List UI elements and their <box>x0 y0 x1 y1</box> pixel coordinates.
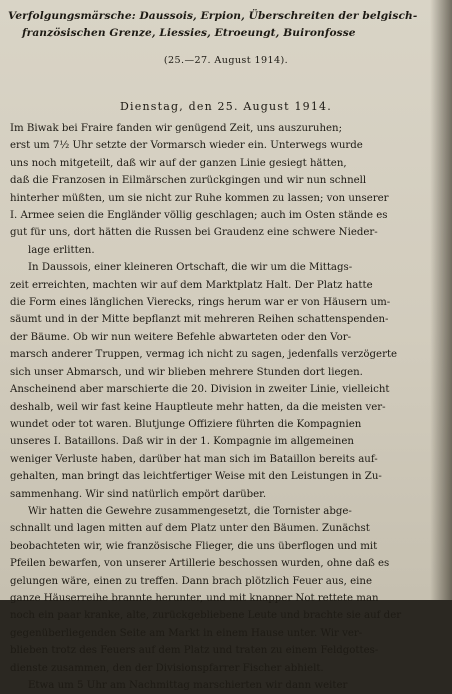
chapter-heading-line-2: französischen Grenze, Liessies, Etroeungt, Buironfosse <box>22 27 356 39</box>
chapter-heading-line-1: Verfolgungsmärsche: Daussois, Erpion, Überschreiten der belgisch- <box>8 10 418 22</box>
text-line: erst um 7½ Uhr setzte der Vormarsch wieder ein. Unterwegs wurde <box>10 140 363 152</box>
chapter-dates: (25.—27. August 1914). <box>163 55 289 66</box>
text-line: gegenüberliegenden Seite am Markt in einem Hause unter. Wir ver- <box>10 627 363 639</box>
text-line: zeit erreichten, machten wir auf dem Marktplatz Halt. Der Platz hatte <box>10 279 373 291</box>
text-line: Anscheinend aber marschierte die 20. Division in zweiter Linie, vielleicht <box>10 384 390 396</box>
text-line: säumt und in der Mitte bepflanzt mit mehreren Reihen schattenspenden- <box>10 314 389 326</box>
text-line: daß die Franzosen in Eilmärschen zurückgingen und wir nun schnell <box>10 175 367 187</box>
text-line: weniger Verluste haben, darüber hat man sich im Bataillon bereits auf- <box>10 453 378 465</box>
text-line: marsch anderer Truppen, vermag ich nicht zu sagen, jedenfalls verzögerte <box>10 349 398 361</box>
chapter-heading <box>8 8 438 42</box>
text-line: die Form eines länglichen Vierecks, rings herum war er von Häusern um- <box>10 297 391 309</box>
text-line: gehalten, man bringt das leichtfertiger Weise mit den Leistungen in Zu- <box>10 471 382 483</box>
text-line: gut für uns, dort hätten die Russen bei Graudenz eine schwere Nieder- <box>10 227 378 239</box>
paragraph <box>10 120 438 259</box>
paragraph <box>10 259 438 503</box>
text-line: der Bäume. Ob wir nun weitere Befehle abwarteten oder den Vor- <box>10 331 352 343</box>
text-line: gelungen wäre, einen zu treffen. Dann brach plötzlich Feuer aus, eine <box>10 575 373 587</box>
text-line: Wir hatten die Gewehre zusammengesetzt, die Tornister abge- <box>28 505 352 517</box>
text-line: deshalb, weil wir fast keine Hauptleute mehr hatten, da die meisten ver- <box>10 401 386 413</box>
text-line: dienste zusammen, den der Divisionspfarrer Fischer abhielt. <box>10 662 324 674</box>
text-line: schnallt und lagen mitten auf dem Platz unter den Bäumen. Zunächst <box>10 523 370 535</box>
text-line: beobachteten wir, wie französische Flieger, die uns überflogen und mit <box>10 540 378 552</box>
text-line: sammenhang. Wir sind natürlich empört darüber. <box>10 488 267 500</box>
paragraph <box>10 503 438 694</box>
text-line: uns noch mitgeteilt, daß wir auf der ganzen Linie gesiegt hätten, <box>10 157 347 169</box>
text-line: wundet oder tot waren. Blutjunge Offiziere führten die Kompagnien <box>10 418 362 430</box>
text-line: In Daussois, einer kleineren Ortschaft, die wir um die Mittags- <box>28 262 353 274</box>
text-line: Pfeilen bewarfen, von unserer Artillerie beschossen wurden, ohne daß es <box>10 558 390 570</box>
text-line: Im Biwak bei Fraire fanden wir genügend Zeit, uns auszuruhen; <box>10 123 343 134</box>
text-line: hinterher müßten, um sie nicht zur Ruhe kommen zu lassen; von unserer <box>10 192 389 204</box>
text-line: noch ein paar kranke, alte, zurückgebliebene Leute und brachte sie auf der <box>10 610 402 622</box>
text-line: ganze Häuserreihe brannte herunter, und mit knapper Not rettete man <box>10 592 379 604</box>
text-line: I. Armee seien die Engländer völlig geschlagen; auch im Osten stände es <box>10 210 388 222</box>
text-line: sich unser Abmarsch, und wir blieben mehrere Stunden dort liegen. <box>10 366 363 378</box>
text-line: blieben trotz des Feuers auf dem Platz und traten zu einem Feldgottes- <box>10 645 379 657</box>
day-heading: Dienstag, den 25. August 1914. <box>120 100 332 113</box>
body-text <box>10 120 438 694</box>
text-line: lage erlitten. <box>28 244 95 256</box>
text-line: unseres I. Bataillons. Daß wir in der 1. Kompagnie im allgemeinen <box>10 436 354 448</box>
text-line: Etwa um 5 Uhr am Nachmittag marschierten wir dann weiter <box>28 680 348 691</box>
